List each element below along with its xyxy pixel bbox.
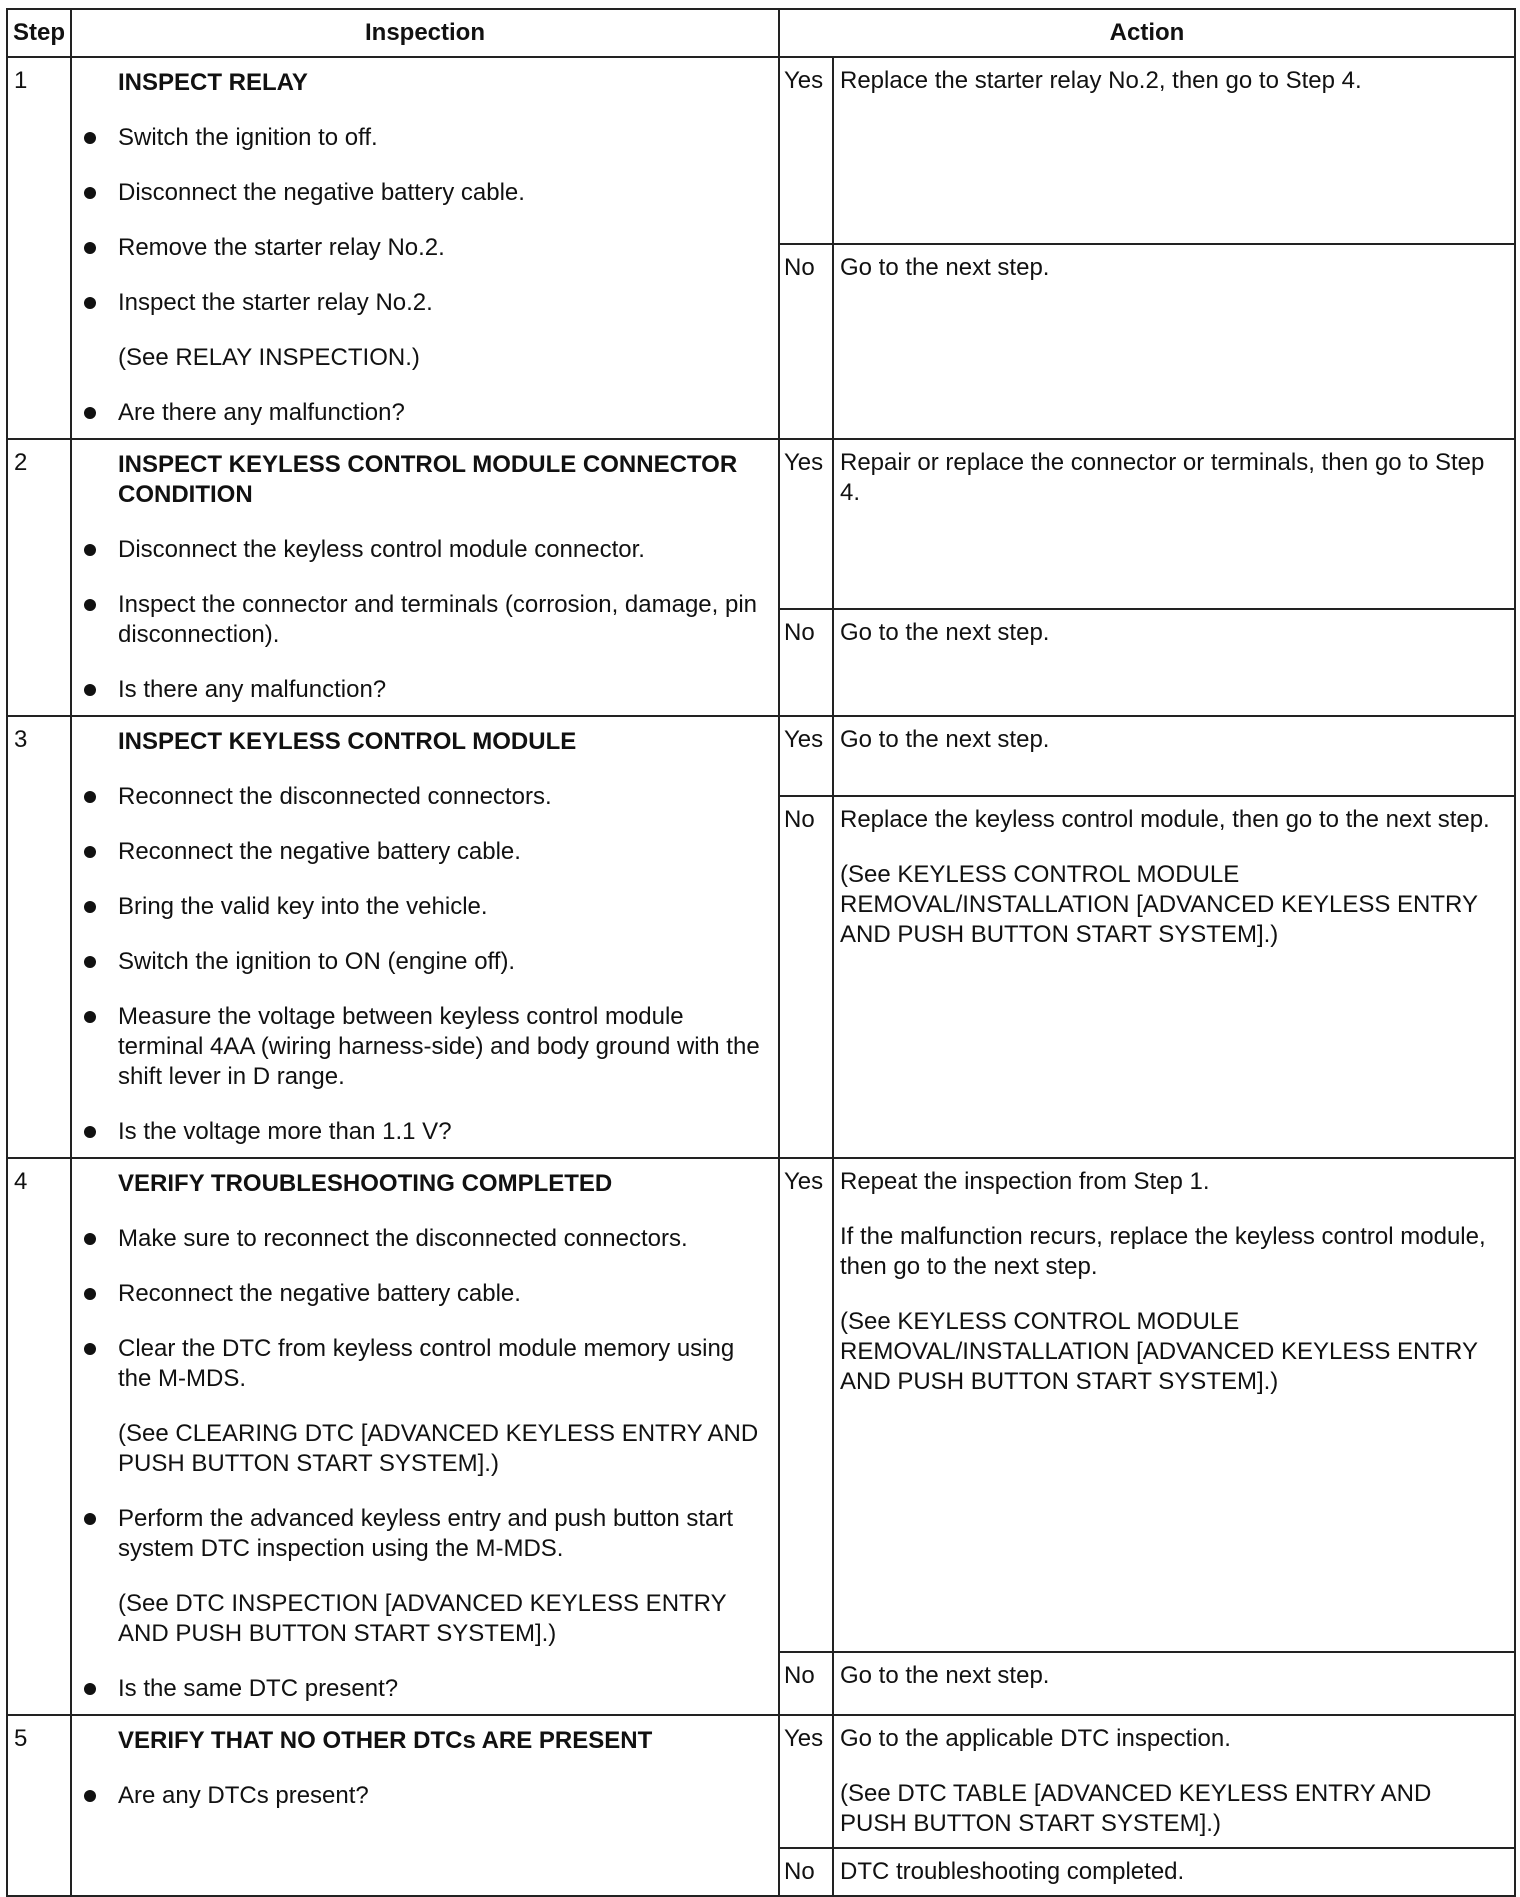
bullet-icon xyxy=(84,242,96,254)
bullet-icon xyxy=(84,956,96,968)
bullet-icon xyxy=(84,599,96,611)
inspection-item: Switch the ignition to off. xyxy=(118,123,768,153)
bullet-icon xyxy=(84,1011,96,1023)
no-action: Go to the next step. xyxy=(833,1652,1515,1715)
step-number: 3 xyxy=(7,716,71,1158)
bullet-icon xyxy=(84,187,96,199)
step-title: INSPECT RELAY xyxy=(118,69,308,96)
bullet-icon xyxy=(84,791,96,803)
inspection-question: Is there any malfunction? xyxy=(118,675,768,705)
yes-action: Go to the applicable DTC inspection. (See DTC TABLE [ADVANCED KEYLESS ENTRY AND PUSH BUTTON START SYSTEM].) xyxy=(833,1715,1515,1848)
no-action: Go to the next step. xyxy=(833,244,1515,439)
inspection-item: Perform the advanced keyless entry and push button start system DTC inspection using the M-MDS. xyxy=(118,1504,768,1564)
inspection-item: Inspect the starter relay No.2. xyxy=(118,288,768,318)
no-action: Go to the next step. xyxy=(833,609,1515,716)
inspection-item: Clear the DTC from keyless control module memory using the M-MDS. xyxy=(118,1334,768,1394)
no-label: No xyxy=(779,609,833,716)
yes-label: Yes xyxy=(779,1158,833,1652)
yes-label: Yes xyxy=(779,1715,833,1848)
yes-action: Repeat the inspection from Step 1. If the malfunction recurs, replace the keyless control module, then go to the next step. (See KEYLESS CONTROL MODULE REMOVAL/INSTALLATION [ADVANCED KEYLESS ENTRY AND PUSH BUTTON START SYSTEM].) xyxy=(833,1158,1515,1652)
step-inspection xyxy=(71,1715,779,1896)
bullet-icon xyxy=(84,901,96,913)
troubleshooting-table xyxy=(6,8,1516,1897)
inspection-item: Bring the valid key into the vehicle. xyxy=(118,892,768,922)
bullet-icon xyxy=(84,1683,96,1695)
bullet-icon xyxy=(84,132,96,144)
bullet-icon xyxy=(84,1343,96,1355)
bullet-icon xyxy=(84,1288,96,1300)
inspection-question: Is the voltage more than 1.1 V? xyxy=(118,1117,768,1147)
bullet-icon xyxy=(84,1513,96,1525)
inspection-item: Disconnect the keyless control module connector. xyxy=(118,535,768,565)
header-row xyxy=(7,9,1515,57)
step-inspection xyxy=(71,1158,779,1715)
reference-note: (See RELAY INSPECTION.) xyxy=(118,344,420,371)
inspection-item: Reconnect the negative battery cable. xyxy=(118,837,768,867)
yes-label: Yes xyxy=(779,439,833,609)
bullet-icon xyxy=(84,1126,96,1138)
bullet-icon xyxy=(84,1233,96,1245)
step-1-yes-row xyxy=(7,57,1515,244)
step-number: 5 xyxy=(7,1715,71,1896)
no-label: No xyxy=(779,1848,833,1896)
bullet-icon xyxy=(84,544,96,556)
inspection-item: Make sure to reconnect the disconnected connectors. xyxy=(118,1224,768,1254)
no-label: No xyxy=(779,796,833,1158)
inspection-item: Reconnect the negative battery cable. xyxy=(118,1279,768,1309)
reference-note: (See DTC INSPECTION [ADVANCED KEYLESS ENTRY AND PUSH BUTTON START SYSTEM].) xyxy=(118,1590,727,1647)
step-number: 2 xyxy=(7,439,71,716)
inspection-item: Disconnect the negative battery cable. xyxy=(118,178,768,208)
bullet-icon xyxy=(84,846,96,858)
step-inspection xyxy=(71,57,779,439)
no-action: DTC troubleshooting completed. xyxy=(833,1848,1515,1896)
yes-label: Yes xyxy=(779,57,833,244)
bullet-icon xyxy=(84,297,96,309)
step-title: VERIFY THAT NO OTHER DTCs ARE PRESENT xyxy=(118,1727,653,1754)
step-title: VERIFY TROUBLESHOOTING COMPLETED xyxy=(118,1170,613,1197)
step-3-yes-row xyxy=(7,716,1515,796)
inspection-question: Are any DTCs present? xyxy=(118,1781,768,1811)
step-inspection xyxy=(71,439,779,716)
step-title: INSPECT KEYLESS CONTROL MODULE CONNECTOR CONDITION xyxy=(118,451,738,508)
inspection-item: Measure the voltage between keyless control module terminal 4AA (wiring harness-side) and body ground with the shift lever in D range. xyxy=(118,1002,768,1092)
yes-action: Replace the starter relay No.2, then go to Step 4. xyxy=(833,57,1515,244)
yes-label: Yes xyxy=(779,716,833,796)
step-number: 1 xyxy=(7,57,71,439)
inspection-item: Remove the starter relay No.2. xyxy=(118,233,768,263)
bullet-icon xyxy=(84,684,96,696)
inspection-question: Are there any malfunction? xyxy=(118,398,768,428)
inspection-item: Switch the ignition to ON (engine off). xyxy=(118,947,768,977)
yes-action: Repair or replace the connector or terminals, then go to Step 4. xyxy=(833,439,1515,609)
header-step: Step xyxy=(7,9,71,57)
step-number: 4 xyxy=(7,1158,71,1715)
troubleshooting-document xyxy=(6,8,1514,1897)
no-label: No xyxy=(779,244,833,439)
header-action: Action xyxy=(779,9,1515,57)
inspection-question: Is the same DTC present? xyxy=(118,1674,768,1704)
bullet-icon xyxy=(84,1790,96,1802)
bullet-icon xyxy=(84,407,96,419)
step-inspection xyxy=(71,716,779,1158)
reference-note: (See CLEARING DTC [ADVANCED KEYLESS ENTRY AND PUSH BUTTON START SYSTEM].) xyxy=(118,1420,759,1477)
no-action: Replace the keyless control module, then go to the next step. (See KEYLESS CONTROL MODULE REMOVAL/INSTALLATION [ADVANCED KEYLESS ENTRY AND PUSH BUTTON START SYSTEM].) xyxy=(833,796,1515,1158)
step-2-yes-row xyxy=(7,439,1515,609)
step-5-yes-row xyxy=(7,1715,1515,1848)
inspection-item: Reconnect the disconnected connectors. xyxy=(118,782,768,812)
header-inspection: Inspection xyxy=(71,9,779,57)
step-4-yes-row xyxy=(7,1158,1515,1652)
step-title: INSPECT KEYLESS CONTROL MODULE xyxy=(118,728,577,755)
yes-action: Go to the next step. xyxy=(833,716,1515,796)
inspection-item: Inspect the connector and terminals (corrosion, damage, pin disconnection). xyxy=(118,590,768,650)
no-label: No xyxy=(779,1652,833,1715)
